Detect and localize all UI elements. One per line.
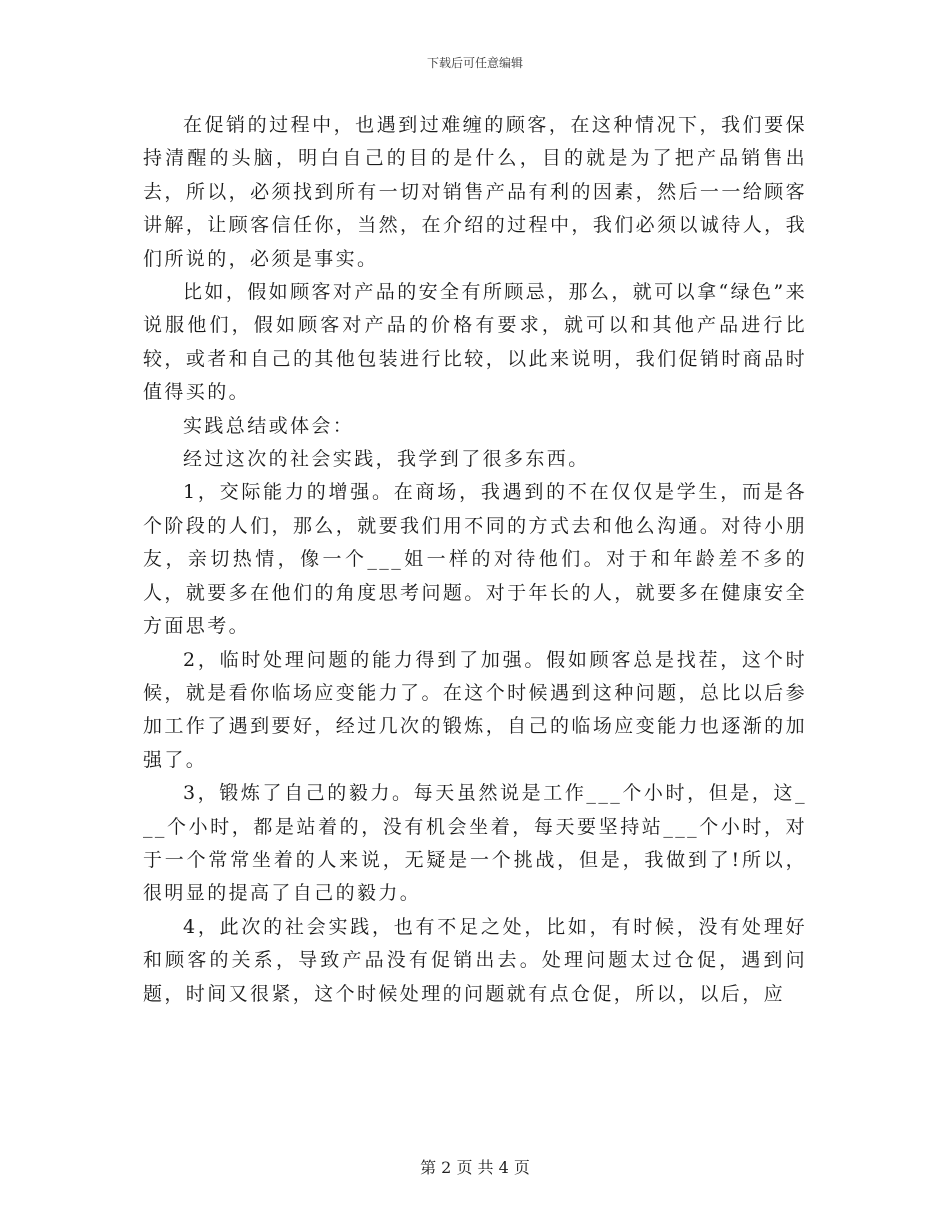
page-header-note: 下载后可任意编辑 [426,56,523,70]
document-body [143,109,807,1011]
paragraph: 在促销的过程中，也遇到过难缠的顾客，在这种情况下，我们要保持清醒的头脑，明白自己的目的是什么，目的就是为了把产品销售出去，所以，必须找到所有一切对销售产品有利的因素，然后一一给顾客讲解，让顾客信任你，当然，在介绍的过程中，我们必须以诚待人，我们所说的，必须是事实。 [143,114,807,270]
paragraph: 4，此次的社会实践，也有不足之处，比如，有时候，没有处理好和顾客的关系，导致产品没有促销出去。处理问题太过仓促，遇到问题，时间又很紧，这个时候处理的问题就有点仓促，所以，以后，应 [143,915,807,1005]
paragraph: 3，锻炼了自己的毅力。每天虽然说是工作___个小时，但是，这___个小时，都是站着的，没有机会坐着，每天要坚持站___个小时，对于一个常常坐着的人来说，无疑是一个挑战，但是，我做到了!所以，很明显的提高了自己的毅力。 [143,782,807,905]
paragraph: 1，交际能力的增强。在商场，我遇到的不在仅仅是学生，而是各个阶段的人们，那么，就要我们用不同的方式去和他么沟通。对待小朋友，亲切热情，像一个___姐一样的对待他们。对于和年龄差不多的人，就要多在他们的角度思考问题。对于年长的人，就要多在健康安全方面思考。 [143,481,807,638]
paragraph: 实践总结或体会： [183,414,355,437]
page-number: 第 2 页 共 4 页 [420,1158,530,1177]
paragraph: 2，临时处理问题的能力得到了加强。假如顾客总是找茬，这个时候，就是看你临场应变能力了。在这个时候遇到这种问题，总比以后参加工作了遇到要好，经过几次的锻炼，自己的临场应变能力也逐渐的加强了。 [143,648,807,771]
paragraph: 比如，假如顾客对产品的安全有所顾忌，那么，就可以拿“绿色”来说服他们，假如顾客对产品的价格有要求，就可以和其他产品进行比较，或者和自己的其他包装进行比较，以此来说明，我们促销时商品时值得买的。 [143,281,807,404]
paragraph: 经过这次的社会实践，我学到了很多东西。 [183,448,590,471]
